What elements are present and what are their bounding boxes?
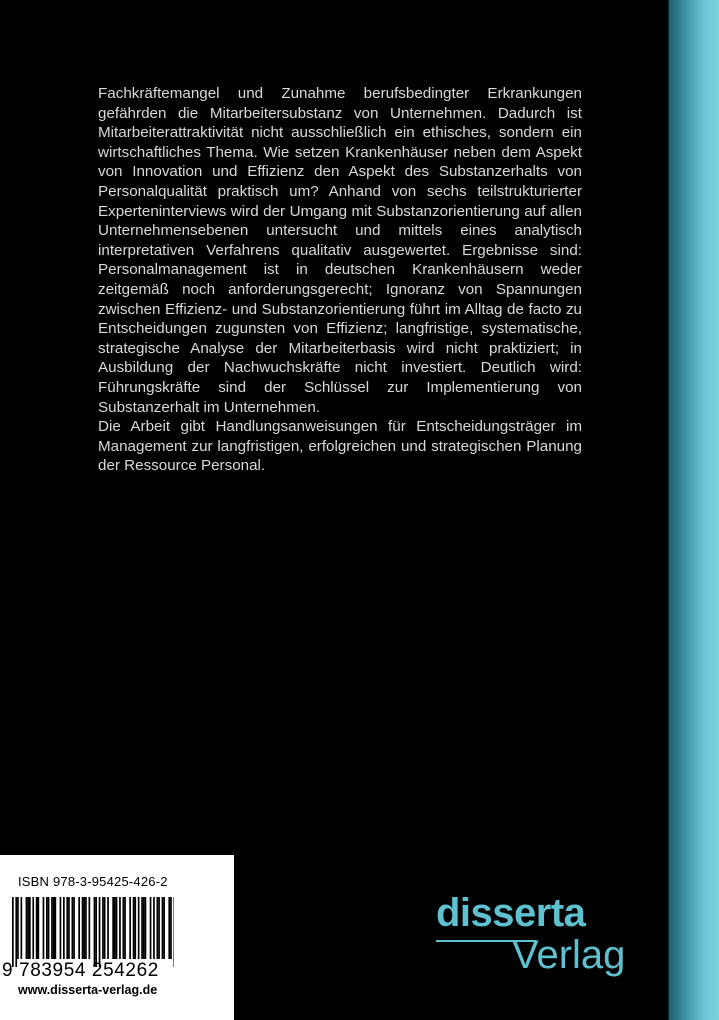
barcode-bar	[78, 897, 80, 959]
barcode-bar	[114, 897, 116, 959]
barcode-bar	[89, 897, 91, 959]
barcode-bar	[107, 897, 109, 959]
barcode-bar	[143, 897, 145, 959]
barcode-bar	[99, 897, 101, 967]
logo-name-bottom: Verlag	[512, 933, 626, 977]
barcode-bar	[112, 897, 114, 959]
barcode-icon	[4, 897, 174, 967]
spine-stripe	[669, 0, 719, 1020]
barcode-bar	[29, 897, 31, 959]
barcode-bar	[85, 897, 87, 959]
barcode-panel	[0, 855, 234, 1020]
barcode-bar	[174, 897, 175, 967]
barcode-bar	[36, 897, 38, 959]
barcode-bar	[51, 897, 53, 959]
barcode-bar	[43, 897, 45, 959]
publisher-logo	[436, 891, 626, 977]
barcode-bar	[153, 897, 155, 959]
barcode-bar	[26, 897, 28, 959]
barcode-bar	[68, 897, 70, 959]
barcode-bar	[138, 897, 140, 959]
barcode-bar	[134, 897, 136, 959]
barcode-bar	[72, 897, 74, 959]
barcode-bar	[145, 897, 147, 959]
barcode-bar	[116, 897, 118, 959]
isbn-label: ISBN 978-3-95425-426-2	[18, 874, 168, 889]
barcode-bar	[55, 897, 57, 959]
barcode-bar	[83, 897, 85, 959]
barcode-bar	[170, 897, 172, 959]
logo-name-top: disserta	[436, 891, 586, 935]
barcode-bar	[157, 897, 159, 959]
barcode-bar	[158, 897, 160, 959]
barcode-bar	[60, 897, 62, 959]
barcode-bar	[162, 897, 164, 959]
barcode-bar	[66, 897, 68, 959]
barcode-bar	[119, 897, 121, 959]
barcode-bar	[141, 897, 143, 959]
isbn-digits: 9 783954 254262	[2, 960, 159, 981]
barcode-bar	[38, 897, 40, 959]
barcode-bar	[15, 897, 17, 967]
barcode-bar	[133, 897, 135, 959]
barcode-bar	[12, 897, 14, 967]
barcode-bar	[82, 897, 84, 959]
barcode-bar	[53, 897, 55, 959]
barcode-bar	[21, 897, 23, 959]
barcode-bar	[32, 897, 34, 959]
barcode-bar	[17, 897, 19, 959]
barcode-bar	[95, 897, 97, 967]
barcode-bar	[168, 897, 170, 959]
blurb-paragraph-1: Fachkräftemangel und Zunahme berufsbedingter Erkrankungen gefährden die Mitarbeitersubstanz von Unternehmen. Dadurch ist Mitarbeiterattraktivität nicht ausschließlich ein ethisches, sondern ein wirtschaftliches Thema. Wie setzen Krankenhäuser neben dem Aspekt von Innovation und Effizienz den Aspekt des Substanzerhalts von Personalqualität praktisch um? Anhand von sechs teilstrukturierter Experteninterviews wird der Umgang mit Substanzorientierung auf allen Unternehmensebenen untersucht und mittels eines analytisch interpretativen Verfahrens qualitativ ausgewertet. Ergebnisse sind: Personalmanagement ist in deutschen Krankenhäusern weder zeitgemäß noch anforderungsgerecht; Ignoranz von Spannungen zwischen Effizienz- und Substanzorientierung führt im Alltag de facto zu Entscheidungen zugunsten von Effizienz; langfristige, systematische, strategische Analyse der Mitarbeiterbasis wird nicht praktiziert; in Ausbildung der Nachwuchskräfte nicht investiert. Deutlich wird: Führungskräfte sind der Schlüssel zur Implementierung von Substanzerhalt im Unternehmen.	[98, 85, 582, 416]
barcode-bar	[94, 897, 96, 967]
barcode-bar	[163, 897, 165, 959]
barcode-bar	[104, 897, 106, 959]
barcode-bar	[27, 897, 29, 959]
barcode-bar	[150, 897, 152, 959]
barcode-bar	[46, 897, 48, 959]
barcode-bar	[73, 897, 75, 959]
barcode-bar	[129, 897, 131, 959]
blurb-text	[98, 84, 582, 476]
barcode-bar	[48, 897, 50, 959]
barcode-bar	[124, 897, 126, 959]
publisher-url: www.disserta-verlag.de	[18, 983, 158, 997]
barcode-bar	[123, 897, 125, 959]
barcode-bar	[102, 897, 104, 959]
blurb-paragraph-2: Die Arbeit gibt Handlungsanweisungen für Entscheidungsträger im Management zur langfristigen, erfolgreichen und strategischen Planung der Ressource Personal.	[98, 418, 582, 475]
barcode-bar	[63, 897, 65, 959]
